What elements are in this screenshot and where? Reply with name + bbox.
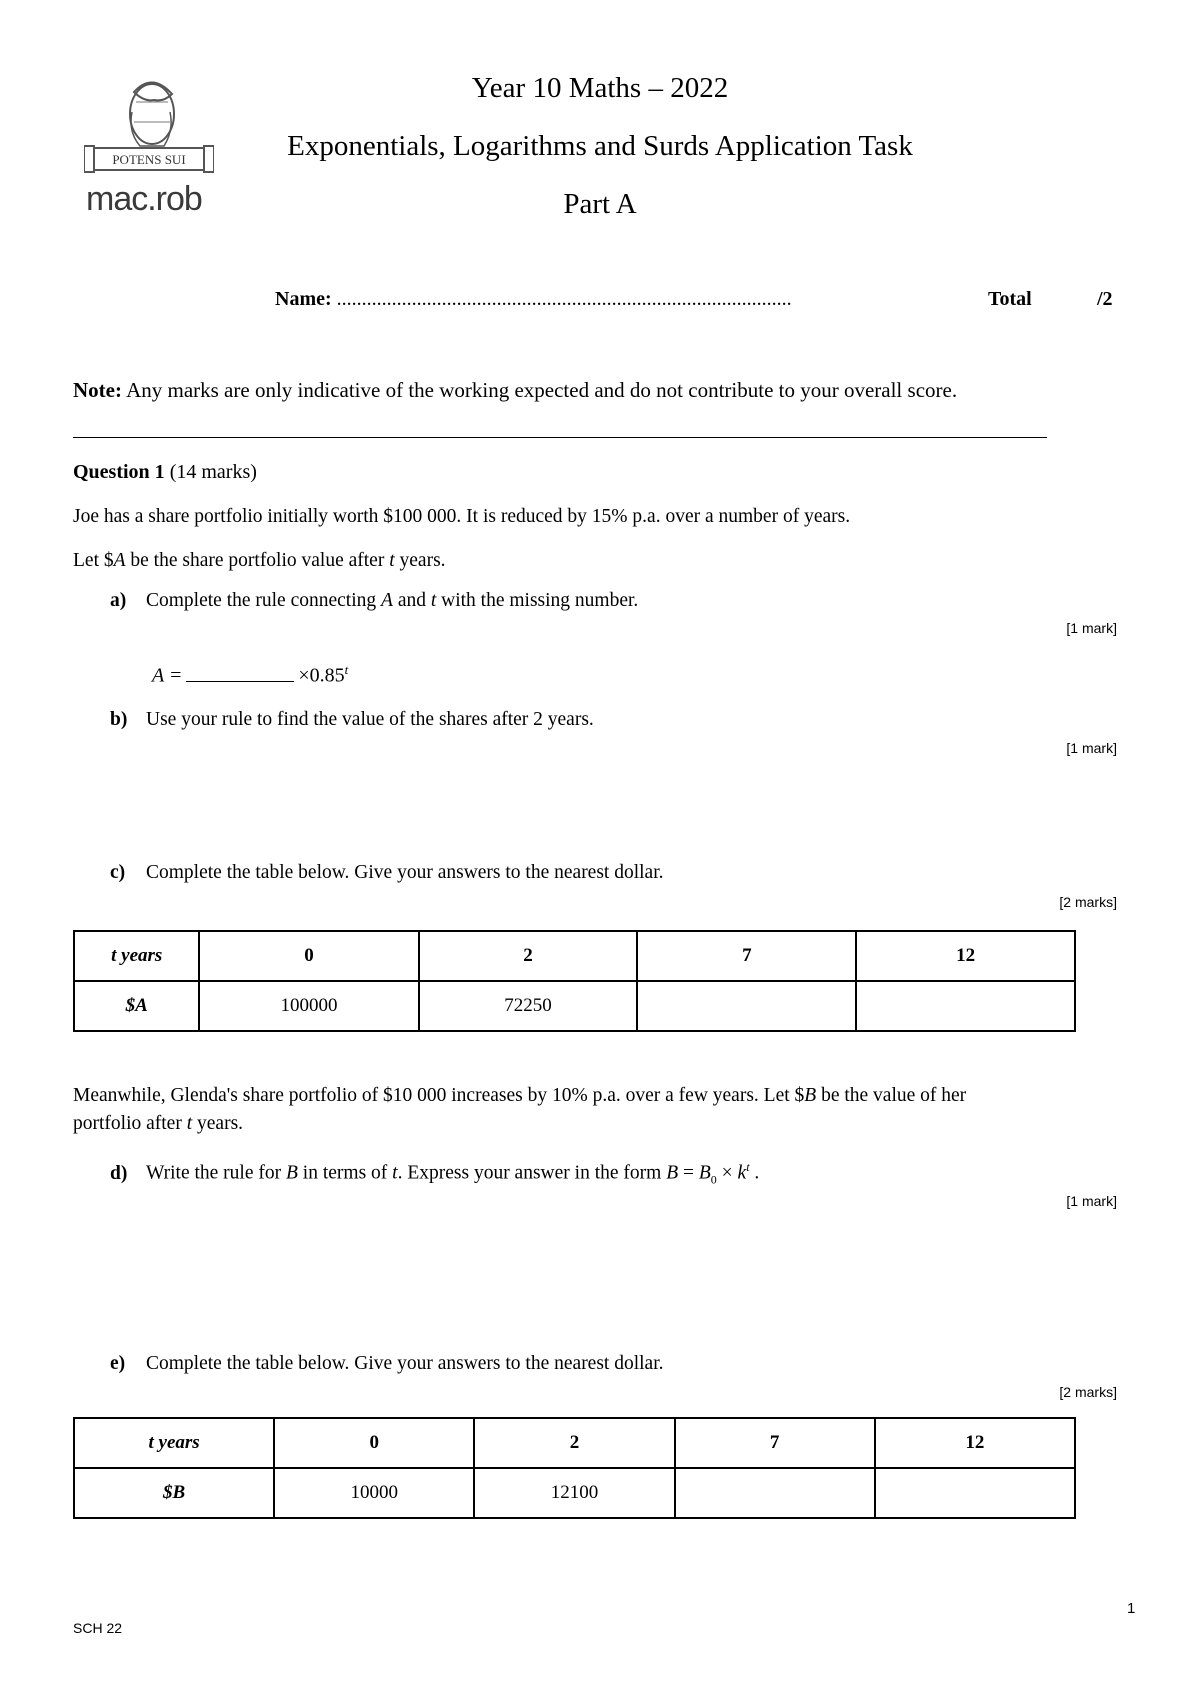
table-row	[74, 931, 1075, 981]
task-title: Exponentials, Logarithms and Surds Application Task	[287, 130, 913, 162]
question-1-definition: Let $A be the share portfolio value after t years.	[73, 550, 446, 571]
part-c-marks: [2 marks]	[1059, 894, 1117, 910]
answer-cell[interactable]	[856, 981, 1075, 1031]
table-cell: 12	[856, 931, 1075, 981]
table-header-cell: $B	[74, 1468, 274, 1518]
answer-blank[interactable]	[186, 663, 294, 682]
glenda-paragraph: Meanwhile, Glenda's share portfolio of $10 000 increases by 10% p.a. over a few years. Let $B be the value of her portfolio after t years.	[73, 1085, 967, 1134]
question-1-intro: Joe has a share portfolio initially worth $100 000. It is reduced by 15% p.a. over a number of years.	[73, 506, 851, 527]
part-title: Part A	[563, 188, 637, 220]
part-a-question: a) Complete the rule connecting A and t with the missing number.	[110, 590, 639, 611]
total-label: Total	[988, 288, 1032, 310]
footer-code: SCH 22	[73, 1620, 123, 1636]
part-e-question: e) Complete the table below. Give your answers to the nearest dollar.	[110, 1353, 664, 1374]
part-b-marks: [1 mark]	[1066, 740, 1117, 756]
page-number: 1	[1127, 1600, 1136, 1617]
name-field[interactable]	[275, 288, 792, 311]
question-1-title: Question 1 (14 marks)	[73, 461, 257, 483]
table-cell: 72250	[419, 981, 638, 1031]
table-cell: 7	[637, 931, 856, 981]
table-cell: 7	[675, 1418, 875, 1468]
table-a	[73, 930, 1076, 1032]
note-label: Note:	[73, 378, 122, 402]
answer-cell[interactable]	[875, 1468, 1075, 1518]
divider	[73, 437, 1047, 438]
part-b-question: b) Use your rule to find the value of the shares after 2 years.	[110, 709, 594, 730]
table-header-cell: t years	[74, 931, 199, 981]
table-header-cell: t years	[74, 1418, 274, 1468]
part-c-question: c) Complete the table below. Give your answers to the nearest dollar.	[110, 862, 664, 883]
table-cell: 12	[875, 1418, 1075, 1468]
table-cell: 0	[274, 1418, 474, 1468]
note-text: Any marks are only indicative of the working expected and do not contribute to your overall score.	[121, 378, 958, 402]
part-e-marks: [2 marks]	[1059, 1384, 1117, 1400]
table-b	[73, 1417, 1076, 1519]
table-cell: 0	[199, 931, 418, 981]
part-d-question: d) Write the rule for B in terms of t. Express your answer in the form $B = B_0 \times k^t$ .	[110, 1160, 760, 1187]
table-row	[74, 1418, 1075, 1468]
part-d-marks: [1 mark]	[1066, 1193, 1117, 1209]
note	[73, 378, 957, 403]
total-value: /2	[1097, 288, 1113, 310]
answer-cell[interactable]	[637, 981, 856, 1031]
table-cell: 2	[474, 1418, 674, 1468]
table-cell: 10000	[274, 1468, 474, 1518]
document-title: Year 10 Maths – 2022	[471, 72, 729, 104]
name-dots: ...........................................................................................	[336, 288, 792, 310]
logo-motto: POTENS SUI	[112, 152, 186, 167]
part-a-formula: $A = \times 0.85^t$	[152, 662, 349, 687]
name-label: Name:	[275, 288, 332, 310]
table-cell: 12100	[474, 1468, 674, 1518]
table-header-cell: $A	[74, 981, 199, 1031]
table-cell: 2	[419, 931, 638, 981]
logo-wordmark: mac.rob	[86, 180, 202, 218]
answer-cell[interactable]	[675, 1468, 875, 1518]
table-cell: 100000	[199, 981, 418, 1031]
table-row	[74, 1468, 1075, 1518]
table-row	[74, 981, 1075, 1031]
part-a-marks: [1 mark]	[1066, 620, 1117, 636]
